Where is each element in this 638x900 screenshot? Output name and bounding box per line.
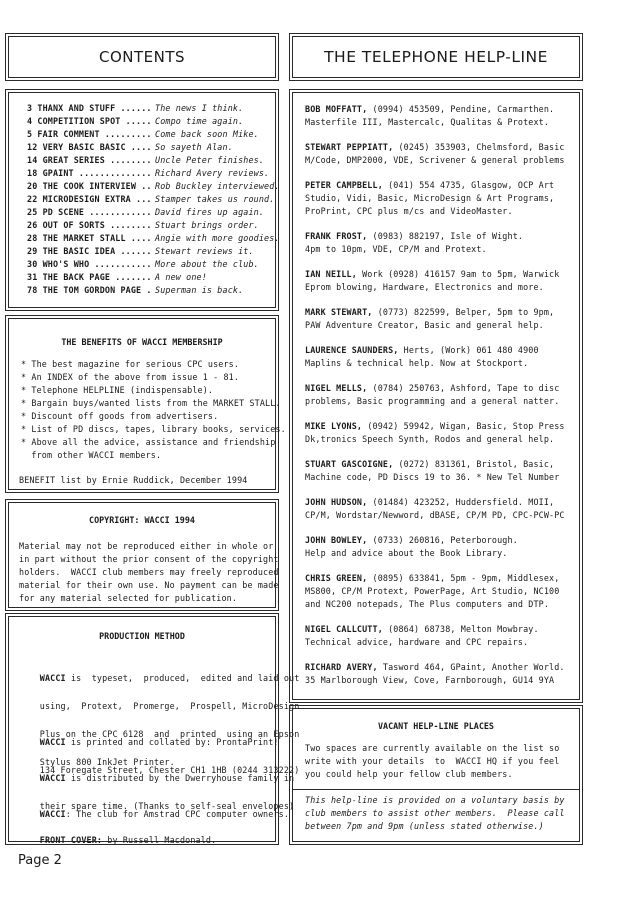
benefits-footer: BENEFIT list by Ernie Ruddick, December 1994 xyxy=(19,475,248,485)
helpline-entry-line xyxy=(305,471,571,484)
contents-header-box xyxy=(8,36,276,78)
helpline-contact-name: STEWART PEPPIATT, xyxy=(305,142,394,152)
helpline-entry xyxy=(305,382,571,408)
contents-item-desc: A new one! xyxy=(155,272,207,282)
helpline-entry-line xyxy=(305,674,571,687)
helpline-entry-line xyxy=(305,192,571,205)
helpline-entry xyxy=(305,230,571,256)
benefits-box xyxy=(8,318,286,490)
production-para3-line: their spare time. (Thanks to self-seal envelopes) xyxy=(39,801,295,811)
contents-item-desc: Superman is back. xyxy=(155,285,244,295)
helpline-entry xyxy=(305,344,571,370)
helpline-entry-line xyxy=(305,496,571,509)
benefit-item: * Bargain buys/wanted lists from the MARKET STALL. xyxy=(21,398,281,408)
helpline-entry-line xyxy=(305,344,571,357)
helpline-contact-name: NIGEL MELLS, xyxy=(305,383,368,393)
contents-item-label: 22 MICRODESIGN EXTRA ... xyxy=(27,194,152,204)
helpline-contact-name: BOB MOFFATT, xyxy=(305,104,368,114)
benefits-title: THE BENEFITS OF WACCI MEMBERSHIP xyxy=(61,337,223,347)
helpline-entry-text: (041) 554 4735, Glasgow, OCP Art xyxy=(382,180,555,190)
helpline-entry-text: Machine code, PD Discs 19 to 36. * New Tel Number xyxy=(305,472,560,482)
contents-row xyxy=(27,180,280,192)
helpline-entry-line xyxy=(305,395,571,408)
contents-item-desc: Compo time again. xyxy=(155,116,244,126)
contents-row xyxy=(27,167,269,179)
vacant-note-line: between 7pm and 9pm (unless stated otherwise.) xyxy=(305,821,544,831)
contents-item-desc: Stamper takes us round. xyxy=(155,194,275,204)
helpline-entry-text: (0272) 831361, Bristol, Basic, xyxy=(393,459,555,469)
helpline-entry xyxy=(305,141,571,167)
contents-item-desc: Angie with more goodies. xyxy=(155,233,280,243)
contents-item-desc: So sayeth Alan. xyxy=(155,142,233,152)
contents-item-label: 3 THANX AND STUFF ...... xyxy=(27,103,152,113)
copyright-line: holders. WACCI club members may freely reproduced xyxy=(19,567,279,577)
front-cover-lead: FRONT COVER: xyxy=(39,835,103,845)
contents-item-desc: Uncle Peter finishes. xyxy=(155,155,265,165)
benefit-item: * An INDEX of the above from issue 1 - 81. xyxy=(21,372,240,382)
helpline-contact-name: FRANK FROST, xyxy=(305,231,368,241)
contents-item-label: 18 GPAINT .............. xyxy=(27,168,152,178)
contents-item-desc: Richard Avery reviews. xyxy=(155,168,270,178)
copyright-line: in part without the prior consent of the copyright xyxy=(19,554,279,564)
benefit-item: * List of PD discs, tapes, library books, services. xyxy=(21,424,286,434)
contents-row xyxy=(27,128,259,140)
helpline-entry-line xyxy=(305,319,571,332)
helpline-entry-line xyxy=(305,357,571,370)
helpline-entry-line xyxy=(305,509,571,522)
production-para1-lead: WACCI xyxy=(39,673,66,683)
helpline-entry-text: (0994) 453509, Pendine, Carmarthen. xyxy=(367,104,555,114)
contents-item-label: 78 THE TOM GORDON PAGE . xyxy=(27,285,152,295)
contents-item-desc: Rob Buckley interviewed. xyxy=(155,181,280,191)
helpline-entry-line xyxy=(305,116,571,129)
contents-item-label: 30 WHO'S WHO ........... xyxy=(27,259,152,269)
helpline-entry-line xyxy=(305,636,571,649)
contents-row xyxy=(27,154,264,166)
helpline-entry-text: (0733) 260816, Peterborough. xyxy=(367,535,518,545)
production-box xyxy=(8,616,300,845)
helpline-entry-line xyxy=(305,230,571,243)
contents-item-desc: Stewart reviews it. xyxy=(155,246,254,256)
copyright-box xyxy=(8,502,279,608)
helpline-entry-text: Studio, Vidi, Basic, MicroDesign & Art Programs, xyxy=(305,193,555,203)
contents-title: CONTENTS xyxy=(98,48,186,66)
helpline-entry-line xyxy=(305,572,571,585)
contents-box xyxy=(8,92,280,308)
benefit-item: * Telephone HELPLINE (indispensable). xyxy=(21,385,214,395)
copyright-line: for any material selected for publication. xyxy=(19,593,238,603)
production-para2-line: 134 Foregate Street, Chester CH1 1HB (0244 313222) xyxy=(39,765,300,775)
contents-row xyxy=(27,206,264,218)
helpline-entry-line xyxy=(305,281,571,294)
helpline-entry-line xyxy=(305,205,571,218)
benefit-item: from other WACCI members. xyxy=(21,450,162,460)
contents-row xyxy=(27,193,274,205)
helpline-entry xyxy=(305,420,571,446)
contents-item-label: 25 PD SCENE ............ xyxy=(27,207,152,217)
contents-row xyxy=(27,102,243,114)
contents-row xyxy=(27,271,207,283)
helpline-entry-line xyxy=(305,585,571,598)
helpline-contact-name: RICHARD AVERY, xyxy=(305,662,378,672)
contents-item-label: 5 FAIR COMMENT ......... xyxy=(27,129,152,139)
contents-row xyxy=(27,115,243,127)
helpline-entry xyxy=(305,572,571,611)
vacant-line: write with your details to WACCI HQ if you feel xyxy=(305,756,560,766)
helpline-entry-text: problems, Basic programming and a general natter. xyxy=(305,396,560,406)
production-para4-lead: WACCI xyxy=(39,809,66,819)
copyright-title: COPYRIGHT: WACCI 1994 xyxy=(89,515,195,525)
helpline-contact-name: JOHN BOWLEY, xyxy=(305,535,368,545)
helpline-contact-name: CHRIS GREEN, xyxy=(305,573,368,583)
benefit-item: * Discount off goods from advertisers. xyxy=(21,411,219,421)
front-cover-credit xyxy=(19,825,216,855)
helpline-entry-text: CP/M, Wordstar/Newword, dBASE, CP/M PD, CPC-PCW-PC xyxy=(305,510,565,520)
copyright-line: material for their own use. No payment can be made xyxy=(19,580,279,590)
production-para1-line: Plus on the CPC 6128 and printed using an Epson xyxy=(39,729,300,739)
helpline-entry-line xyxy=(305,268,571,281)
helpline-entry-text: Dk,tronics Speech Synth, Rodos and general help. xyxy=(305,434,555,444)
helpline-entry-text: 4pm to 10pm, VDE, CP/M and Protext. xyxy=(305,244,487,254)
helpline-entry xyxy=(305,496,571,522)
vacant-note-line: This help-line is provided on a voluntary basis by xyxy=(305,795,565,805)
contents-item-desc: Come back soon Mike. xyxy=(155,129,259,139)
helpline-entry-line xyxy=(305,382,571,395)
contents-item-label: 14 GREAT SERIES ........ xyxy=(27,155,152,165)
helpline-entry-text: (0983) 882197, Isle of Wight. xyxy=(367,231,524,241)
production-para1-line: is typeset, produced, edited and laid out xyxy=(65,673,300,683)
helpline-entry xyxy=(305,268,571,294)
contents-item-desc: More about the club. xyxy=(155,259,259,269)
helpline-entry xyxy=(305,103,571,129)
helpline-box xyxy=(292,92,580,700)
helpline-entry xyxy=(305,623,571,649)
helpline-entry-line xyxy=(305,661,571,674)
helpline-entry-text: (0245) 353903, Chelmsford, Basic xyxy=(393,142,565,152)
contents-row xyxy=(27,141,233,153)
helpline-entry-line xyxy=(305,458,571,471)
contents-item-label: 29 THE BASIC IDEA ...... xyxy=(27,246,152,256)
contents-item-label: 26 OUT OF SORTS ........ xyxy=(27,220,152,230)
helpline-entry-text: Work (0928) 416157 9am to 5pm, Warwick xyxy=(356,269,560,279)
production-para2-lead: WACCI xyxy=(39,737,66,747)
production-para2-line: is printed and collated by: ProntaPrint! xyxy=(65,737,279,747)
helpline-entry-text: (0895) 633841, 5pm - 9pm, Middlesex, xyxy=(367,573,560,583)
helpline-contact-name: MARK STEWART, xyxy=(305,307,373,317)
contents-row xyxy=(27,219,259,231)
helpline-entry-text: (0784) 250763, Ashford, Tape to disc xyxy=(367,383,560,393)
helpline-entry-text: (0864) 68738, Melton Mowbray. xyxy=(382,624,539,634)
benefit-item: * Above all the advice, assistance and friendship xyxy=(21,437,276,447)
helpline-entry-text: Masterfile III, Mastercalc, Qualitas & Protext. xyxy=(305,117,550,127)
helpline-entry-text: MS800, CP/M Protext, PowerPage, Art Studio, NC100 xyxy=(305,586,560,596)
helpline-entry-text: M/Code, DMP2000, VDE, Scrivener & general problems xyxy=(305,155,565,165)
contents-item-label: 31 THE BACK PAGE ....... xyxy=(27,272,152,282)
helpline-entry-text: (0773) 822599, Belper, 5pm to 9pm, xyxy=(372,307,555,317)
vacant-title: VACANT HELP-LINE PLACES xyxy=(378,721,494,731)
contents-item-label: 4 COMPETITION SPOT ..... xyxy=(27,116,152,126)
helpline-contact-name: PETER CAMPBELL, xyxy=(305,180,383,190)
helpline-entry-text: Technical advice, hardware and CPC repairs. xyxy=(305,637,529,647)
helpline-entry-text: Maplins & technical help. Now at Stockport. xyxy=(305,358,529,368)
contents-row xyxy=(27,258,259,270)
helpline-entry-line xyxy=(305,179,571,192)
helpline-entry xyxy=(305,661,571,687)
production-para1-line: using, Protext, Promerge, Prospell, MicroDesign xyxy=(39,701,300,711)
helpline-entry-line xyxy=(305,623,571,636)
helpline-entry xyxy=(305,179,571,218)
helpline-entry xyxy=(305,306,571,332)
production-title: PRODUCTION METHOD xyxy=(99,631,185,641)
production-para4-text: : The club for Amstrad CPC computer owners. xyxy=(65,809,290,819)
helpline-entry-text: (01484) 423252, Huddersfield. MOII, xyxy=(367,497,555,507)
helpline-entry-text: Tasword 464, GPaint, Another World. xyxy=(377,662,565,672)
helpline-entry-line xyxy=(305,141,571,154)
helpline-entry xyxy=(305,458,571,484)
contents-item-desc: The news I think. xyxy=(155,103,244,113)
vacant-line: Two spaces are currently available on the list so xyxy=(305,743,560,753)
helpline-entry-text: and NC200 notepads, The Plus computers and DTP. xyxy=(305,599,550,609)
contents-item-desc: David fires up again. xyxy=(155,207,265,217)
helpline-entry-line xyxy=(305,433,571,446)
helpline-contact-name: MIKE LYONS, xyxy=(305,421,363,431)
contents-row xyxy=(27,245,254,257)
contents-item-label: 12 VERY BASIC BASIC .... xyxy=(27,142,152,152)
front-cover-text: by Russell Macdonald. xyxy=(102,835,217,845)
helpline-entry-line xyxy=(305,598,571,611)
helpline-entry-text: Herts, (Work) 061 480 4900 xyxy=(398,345,539,355)
helpline-entry-line xyxy=(305,547,571,560)
production-para3-line: is distributed by the Dwerryhouse family in xyxy=(65,773,295,783)
contents-item-desc: Stuart brings order. xyxy=(155,220,259,230)
helpline-contact-name: IAN NEILL, xyxy=(305,269,357,279)
helpline-entry-line xyxy=(305,534,571,547)
helpline-entry-text: ProPrint, CPC plus m/cs and VideoMaster. xyxy=(305,206,513,216)
helpline-entry-text: 35 Marlborough View, Cove, Farnborough, GU14 9YA xyxy=(305,675,555,685)
helpline-contact-name: STUART GASCOIGNE, xyxy=(305,459,394,469)
helpline-contact-name: NIGEL CALLCUTT, xyxy=(305,624,383,634)
helpline-entry-text: PAW Adventure Creator, Basic and general help. xyxy=(305,320,544,330)
contents-row xyxy=(27,284,243,296)
contents-item-label: 28 THE MARKET STALL .... xyxy=(27,233,152,243)
vacant-line: you could help your fellow club members. xyxy=(305,769,513,779)
helpline-entry-line xyxy=(305,103,571,116)
helpline-entry-line xyxy=(305,420,571,433)
helpline-header-box xyxy=(292,36,580,78)
contents-row xyxy=(27,232,280,244)
page-number: Page 2 xyxy=(18,853,62,868)
helpline-contact-name: LAURENCE SAUNDERS, xyxy=(305,345,399,355)
production-para3-lead: WACCI xyxy=(39,773,66,783)
helpline-entry-line xyxy=(305,243,571,256)
helpline-entry-text: Eprom blowing, Hardware, Electronics and more. xyxy=(305,282,544,292)
vacant-note-line: club members to assist other members. Please call xyxy=(305,808,565,818)
helpline-entry-text: Help and advice about the Book Library. xyxy=(305,548,508,558)
vacant-box xyxy=(292,708,580,842)
helpline-entry-line xyxy=(305,154,571,167)
helpline-contact-name: JOHN HUDSON, xyxy=(305,497,368,507)
copyright-line: Material may not be reproduced either in whole or xyxy=(19,541,274,551)
helpline-entry xyxy=(305,534,571,560)
helpline-entry-line xyxy=(305,306,571,319)
contents-item-label: 20 THE COOK INTERVIEW .. xyxy=(27,181,152,191)
helpline-entry-text: (0942) 59942, Wigan, Basic, Stop Press xyxy=(362,421,565,431)
vacant-note-divider xyxy=(293,789,579,790)
production-para1-line: Stylus 800 InkJet Printer. xyxy=(39,757,175,767)
helpline-title: THE TELEPHONE HELP-LINE xyxy=(324,48,548,66)
benefit-item: * The best magazine for serious CPC users. xyxy=(21,359,240,369)
